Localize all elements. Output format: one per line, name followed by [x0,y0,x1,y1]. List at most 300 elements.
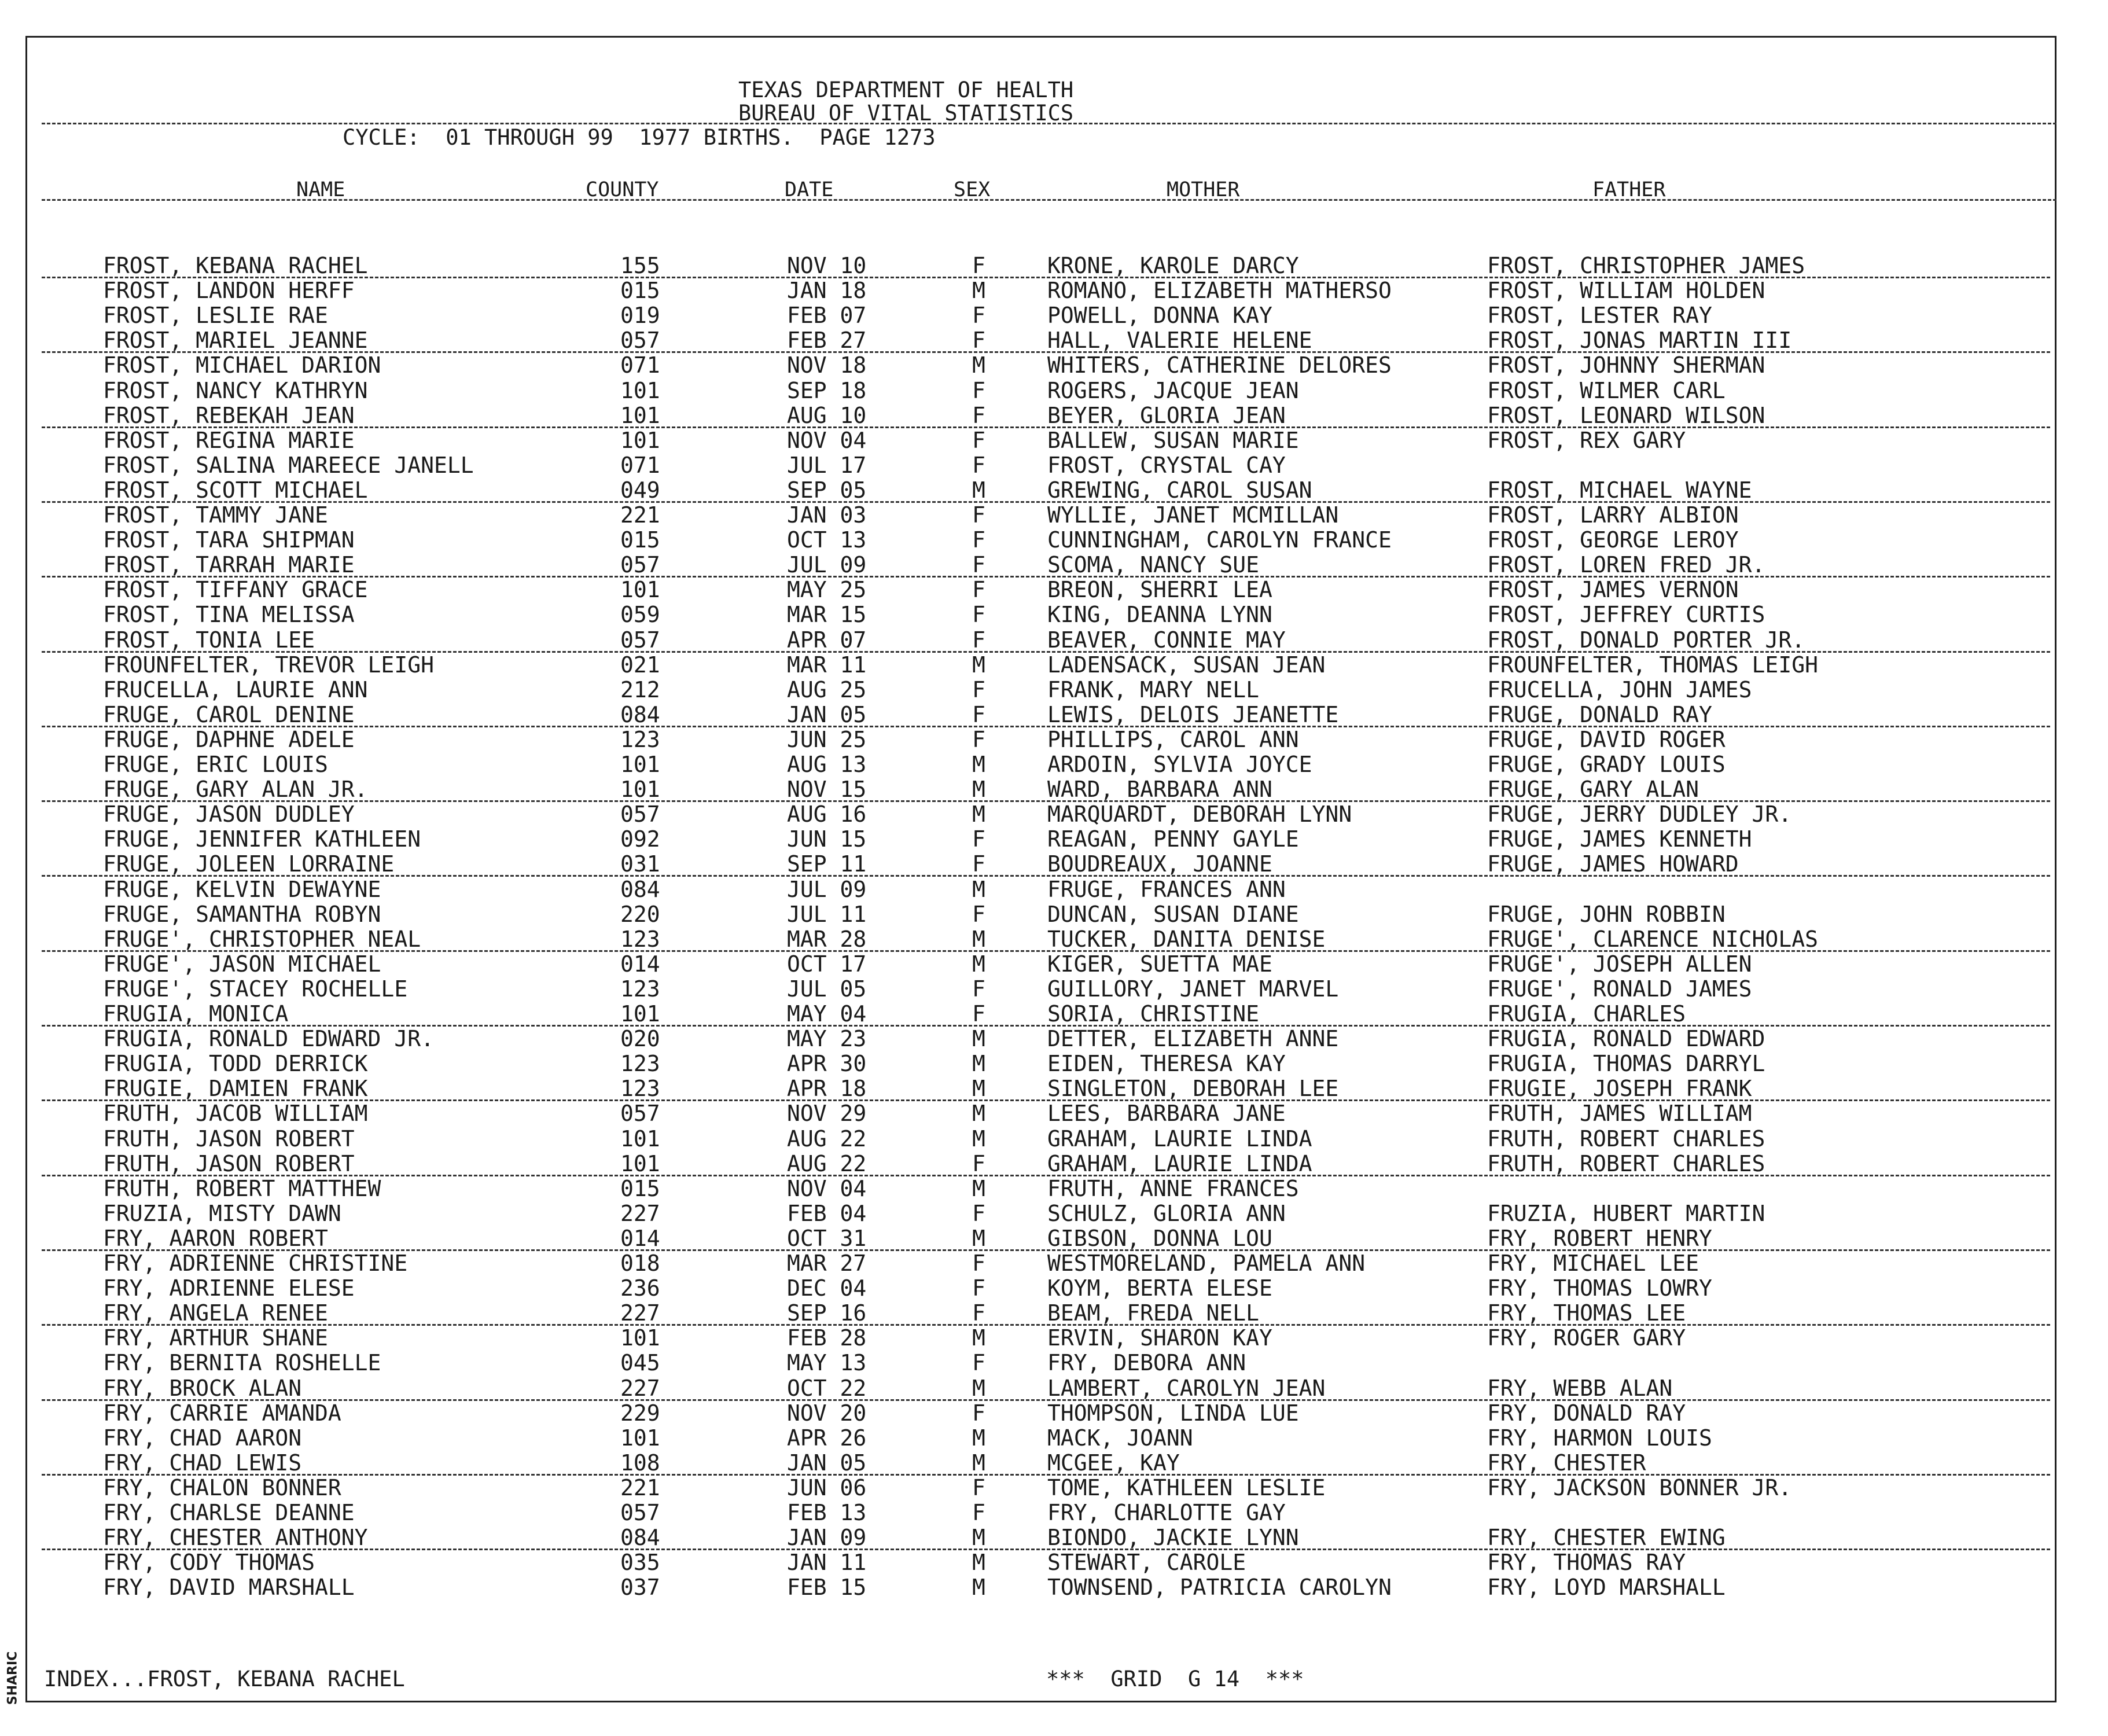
birth-date: MAR 28 [787,926,867,952]
table-row [0,1076,2108,1101]
sex: M [972,1450,985,1476]
birth-date: JAN 05 [787,1450,867,1476]
county-code: 020 [620,1026,660,1051]
father-name: FRUGE, GARY ALAN [1487,777,1699,802]
birth-date: JAN 11 [787,1550,867,1575]
sex: F [972,902,985,927]
sex: M [972,777,985,802]
father-name: FRUCELLA, JOHN JAMES [1487,677,1752,703]
table-row [0,1226,2108,1251]
table-row [0,578,2108,602]
sex: M [972,1226,985,1251]
mother-name: REAGAN, PENNY GAYLE [1047,826,1299,852]
child-name: FRY, CHALON BONNER [103,1475,341,1500]
child-name: FRUGE, JENNIFER KATHLEEN [103,826,421,852]
sex: M [972,1176,985,1201]
child-name: FRUGE, JASON DUDLEY [103,801,355,827]
father-name: FROST, LEONARD WILSON [1487,403,1765,428]
birth-date: JAN 05 [787,702,867,727]
table-row [0,1152,2108,1176]
county-code: 018 [620,1250,660,1276]
father-name: FROST, CHRISTOPHER JAMES [1487,253,1805,278]
sex: F [972,378,985,403]
father-name: FRY, LOYD MARSHALL [1487,1575,1726,1600]
birth-date: JUL 11 [787,902,867,927]
table-row [0,1176,2108,1201]
child-name: FRY, ADRIENNE ELESE [103,1275,355,1301]
child-name: FROST, SCOTT MICHAEL [103,477,368,503]
table-row [0,1326,2108,1351]
mother-name: ARDOIN, SYLVIA JOYCE [1047,752,1312,777]
birth-date: JAN 03 [787,502,867,528]
father-name: FROST, WILMER CARL [1487,378,1726,403]
sex: F [972,552,985,578]
child-name: FRY, DAVID MARSHALL [103,1575,355,1600]
table-row [0,528,2108,553]
sex: M [972,1026,985,1051]
sex: M [972,1375,985,1401]
sex: F [972,403,985,428]
father-name: FRUGE, JAMES KENNETH [1487,826,1752,852]
county-code: 057 [620,801,660,827]
table-row [0,1027,2108,1051]
birth-date: OCT 22 [787,1375,867,1401]
birth-date: MAR 27 [787,1250,867,1276]
birth-date: MAY 25 [787,577,867,602]
table-row [0,1301,2108,1326]
county-code: 057 [620,627,660,653]
child-name: FRUGE', STACEY ROCHELLE [103,976,408,1002]
table-row [0,877,2108,902]
sex: F [972,851,985,877]
child-name: FRUGE, CAROL DENINE [103,702,355,727]
birth-date: FEB 28 [787,1325,867,1351]
birth-date: MAR 11 [787,652,867,678]
grid-line: *** GRID G 14 *** [1046,1667,1304,1691]
birth-date: JUL 09 [787,552,867,578]
child-name: FROST, TARA SHIPMAN [103,527,355,553]
father-name: FRY, JACKSON BONNER JR. [1487,1475,1792,1500]
birth-date: JUL 09 [787,877,867,902]
sex: F [972,1201,985,1226]
child-name: FROST, NANCY KATHRYN [103,378,368,403]
table-row [0,378,2108,403]
sex: M [972,801,985,827]
bureau-title: BUREAU OF VITAL STATISTICS [738,101,1074,126]
father-name: FRY, HARMON LOUIS [1487,1425,1712,1451]
birth-date: SEP 11 [787,851,867,877]
child-name: FRUTH, ROBERT MATTHEW [103,1176,381,1201]
father-name: FRUGE, JERRY DUDLEY JR. [1487,801,1792,827]
sex: F [972,1275,985,1301]
birth-date: APR 30 [787,1051,867,1076]
table-row [0,1451,2108,1476]
mother-name: GIBSON, DONNA LOU [1047,1226,1272,1251]
father-name: FRY, CHESTER EWING [1487,1525,1726,1550]
county-code: 019 [620,303,660,328]
county-code: 049 [620,477,660,503]
birth-date: AUG 22 [787,1151,867,1176]
mother-name: FRY, DEBORA ANN [1047,1350,1246,1375]
sex: F [972,577,985,602]
mother-name: BIONDO, JACKIE LYNN [1047,1525,1299,1550]
mother-name: BEAVER, CONNIE MAY [1047,627,1286,653]
table-row [0,1351,2108,1375]
father-name: FRUGE', CLARENCE NICHOLAS [1487,926,1818,952]
table-row [0,977,2108,1002]
mother-name: FRANK, MARY NELL [1047,677,1260,703]
mother-name: ROGERS, JACQUE JEAN [1047,378,1299,403]
mother-name: SORIA, CHRISTINE [1047,1001,1260,1027]
child-name: FROST, MARIEL JEANNE [103,328,368,353]
child-name: FRUGE', CHRISTOPHER NEAL [103,926,421,952]
sex: F [972,428,985,453]
county-code: 101 [620,752,660,777]
father-name: FROST, MICHAEL WAYNE [1487,477,1752,503]
table-row [0,353,2108,378]
table-row [0,1500,2108,1525]
table-row [0,1550,2108,1575]
county-code: 057 [620,1101,660,1126]
birth-date: OCT 13 [787,527,867,553]
sex: F [972,303,985,328]
birth-date: NOV 29 [787,1101,867,1126]
sex: F [972,1350,985,1375]
father-name: FROST, JONAS MARTIN III [1487,328,1792,353]
column-header-father: FATHER [1592,178,1666,201]
sex: M [972,1325,985,1351]
father-name: FROST, REX GARY [1487,428,1686,453]
mother-name: BEYER, GLORIA JEAN [1047,403,1286,428]
child-name: FRUGE, GARY ALAN JR. [103,777,368,802]
mother-name: WARD, BARBARA ANN [1047,777,1272,802]
birth-date: AUG 13 [787,752,867,777]
father-name: FRUGE', RONALD JAMES [1487,976,1752,1002]
birth-date: FEB 27 [787,328,867,353]
county-code: 071 [620,352,660,378]
table-row [0,303,2108,328]
father-name: FROST, JOHNNY SHERMAN [1487,352,1765,378]
birth-date: AUG 10 [787,403,867,428]
mother-name: HALL, VALERIE HELENE [1047,328,1312,353]
column-header-name: NAME [296,178,345,201]
county-code: 084 [620,702,660,727]
table-row [0,328,2108,353]
birth-date: MAR 15 [787,602,867,627]
county-code: 220 [620,902,660,927]
father-name: FROUNFELTER, THOMAS LEIGH [1487,652,1818,678]
table-row [0,1376,2108,1401]
county-code: 101 [620,777,660,802]
father-name: FRUGE, JOHN ROBBIN [1487,902,1726,927]
table-row [0,1251,2108,1276]
birth-date: NOV 20 [787,1400,867,1426]
county-code: 037 [620,1575,660,1600]
sex: M [972,951,985,977]
child-name: FRY, ARTHUR SHANE [103,1325,328,1351]
father-name: FROST, DONALD PORTER JR. [1487,627,1805,653]
mother-name: BREON, SHERRI LEA [1047,577,1272,602]
county-code: 031 [620,851,660,877]
sex: F [972,727,985,752]
child-name: FRY, BROCK ALAN [103,1375,302,1401]
mother-name: KING, DEANNA LYNN [1047,602,1272,627]
birth-date: NOV 04 [787,428,867,453]
county-code: 045 [620,1350,660,1375]
mother-name: PHILLIPS, CAROL ANN [1047,727,1299,752]
mother-name: BALLEW, SUSAN MARIE [1047,428,1299,453]
mother-name: GREWING, CAROL SUSAN [1047,477,1312,503]
father-name: FRUGE, GRADY LOUIS [1487,752,1726,777]
mother-name: KIGER, SUETTA MAE [1047,951,1272,977]
sex: M [972,926,985,952]
county-code: 101 [620,1325,660,1351]
side-label-text: SHARIC [5,1651,20,1705]
county-code: 101 [620,1151,660,1176]
sex: M [972,1550,985,1575]
mother-name: SINGLETON, DEBORAH LEE [1047,1076,1339,1101]
sex: M [972,1425,985,1451]
sex: M [972,1051,985,1076]
child-name: FROST, TINA MELISSA [103,602,355,627]
sex: F [972,1400,985,1426]
table-row [0,902,2108,927]
sex: M [972,652,985,678]
birth-date: NOV 04 [787,1176,867,1201]
birth-date: OCT 17 [787,951,867,977]
birth-date: FEB 04 [787,1201,867,1226]
mother-name: POWELL, DONNA KAY [1047,303,1272,328]
table-row [0,628,2108,653]
mother-name: FRUTH, ANNE FRANCES [1047,1176,1299,1201]
mother-name: TUCKER, DANITA DENISE [1047,926,1326,952]
table-row [0,1525,2108,1550]
table-row [0,927,2108,952]
birth-date: FEB 15 [787,1575,867,1600]
birth-date: AUG 22 [787,1126,867,1152]
child-name: FRY, ADRIENNE CHRISTINE [103,1250,408,1276]
county-code: 101 [620,1001,660,1027]
county-code: 015 [620,278,660,303]
birth-date: MAY 13 [787,1350,867,1375]
sex: M [972,278,985,303]
mother-name: MACK, JOANN [1047,1425,1193,1451]
mother-name: TOME, KATHLEEN LESLIE [1047,1475,1326,1500]
county-code: 221 [620,1475,660,1500]
county-code: 057 [620,328,660,353]
father-name: FRY, MICHAEL LEE [1487,1250,1699,1276]
father-name: FRUTH, JAMES WILLIAM [1487,1101,1752,1126]
birth-date: JUN 06 [787,1475,867,1500]
mother-name: LEES, BARBARA JANE [1047,1101,1286,1126]
county-code: 108 [620,1450,660,1476]
county-code: 123 [620,1076,660,1101]
county-code: 015 [620,527,660,553]
county-code: 071 [620,453,660,478]
birth-date: AUG 16 [787,801,867,827]
county-code: 227 [620,1375,660,1401]
county-code: 229 [620,1400,660,1426]
table-row [0,1101,2108,1126]
county-code: 227 [620,1300,660,1326]
mother-name: WHITERS, CATHERINE DELORES [1047,352,1392,378]
mother-name: FRUGE, FRANCES ANN [1047,877,1286,902]
child-name: FRUGE, SAMANTHA ROBYN [103,902,381,927]
table-row [0,1426,2108,1451]
father-name: FRUGIA, THOMAS DARRYL [1487,1051,1765,1076]
child-name: FROST, LANDON HERFF [103,278,355,303]
child-name: FROST, REGINA MARIE [103,428,355,453]
table-row [0,777,2108,802]
child-name: FRUTH, JASON ROBERT [103,1126,355,1152]
child-name: FROST, TONIA LEE [103,627,315,653]
table-row [0,827,2108,852]
mother-name: ROMANO, ELIZABETH MATHERSO [1047,278,1392,303]
column-header-date: DATE [785,178,834,201]
father-name: FRUGE, DONALD RAY [1487,702,1712,727]
table-row [0,253,2108,278]
birth-date: NOV 10 [787,253,867,278]
county-code: 057 [620,1500,660,1525]
child-name: FRY, AARON ROBERT [103,1226,328,1251]
sex: F [972,1250,985,1276]
mother-name: MARQUARDT, DEBORAH LYNN [1047,801,1352,827]
father-name: FROST, LARRY ALBION [1487,502,1739,528]
table-row [0,453,2108,478]
county-code: 035 [620,1550,660,1575]
child-name: FRY, BERNITA ROSHELLE [103,1350,381,1375]
birth-date: APR 26 [787,1425,867,1451]
sex: F [972,1500,985,1525]
mother-name: GRAHAM, LAURIE LINDA [1047,1151,1312,1176]
child-name: FRUGIA, TODD DERRICK [103,1051,368,1076]
mother-name: MCGEE, KAY [1047,1450,1180,1476]
birth-date: SEP 18 [787,378,867,403]
agency-title: TEXAS DEPARTMENT OF HEALTH [738,78,1074,102]
father-name: FROST, JEFFREY CURTIS [1487,602,1765,627]
child-name: FROST, TARRAH MARIE [103,552,355,578]
child-name: FRY, CHARLSE DEANNE [103,1500,355,1525]
birth-date: SEP 05 [787,477,867,503]
mother-name: FROST, CRYSTAL CAY [1047,453,1286,478]
table-row [0,1575,2108,1600]
table-row [0,1002,2108,1027]
county-code: 236 [620,1275,660,1301]
sex: M [972,477,985,503]
index-line: INDEX...FROST, KEBANA RACHEL [44,1667,405,1691]
birth-date: JUL 17 [787,453,867,478]
birth-date: DEC 04 [787,1275,867,1301]
father-name: FRY, DONALD RAY [1487,1400,1686,1426]
child-name: FRY, ANGELA RENEE [103,1300,328,1326]
column-header-county: COUNTY [586,178,659,201]
father-name: FRUTH, ROBERT CHARLES [1487,1151,1765,1176]
father-name: FRUZIA, HUBERT MARTIN [1487,1201,1765,1226]
mother-name: BOUDREAUX, JOANNE [1047,851,1272,877]
father-name: FRUGE, DAVID ROGER [1487,727,1726,752]
father-name: FROST, LESTER RAY [1487,303,1712,328]
table-row [0,428,2108,453]
mother-name: SCHULZ, GLORIA ANN [1047,1201,1286,1226]
child-name: FRUZIA, MISTY DAWN [103,1201,341,1226]
child-name: FRUGE, ERIC LOUIS [103,752,328,777]
mother-name: WYLLIE, JANET MCMILLAN [1047,502,1339,528]
child-name: FROST, TIFFANY GRACE [103,577,368,602]
birth-date: FEB 07 [787,303,867,328]
child-name: FRUGIA, MONICA [103,1001,289,1027]
child-name: FRY, CODY THOMAS [103,1550,315,1575]
child-name: FROST, KEBANA RACHEL [103,253,368,278]
mother-name: DUNCAN, SUSAN DIANE [1047,902,1299,927]
county-code: 014 [620,951,660,977]
mother-name: LEWIS, DELOIS JEANETTE [1047,702,1339,727]
birth-date: APR 07 [787,627,867,653]
sex: M [972,1101,985,1126]
child-name: FRUGE', JASON MICHAEL [103,951,381,977]
sex: F [972,826,985,852]
birth-date: MAY 04 [787,1001,867,1027]
sex: M [972,877,985,902]
mother-name: FRY, CHARLOTTE GAY [1047,1500,1286,1525]
county-code: 101 [620,577,660,602]
father-name: FROST, GEORGE LEROY [1487,527,1739,553]
table-row [0,553,2108,578]
sex: M [972,752,985,777]
table-row [0,1201,2108,1226]
table-row [0,678,2108,703]
father-name: FRUGIA, CHARLES [1487,1001,1686,1027]
mother-name: LAMBERT, CAROLYN JEAN [1047,1375,1326,1401]
mother-name: SCOMA, NANCY SUE [1047,552,1260,578]
father-name: FRUTH, ROBERT CHARLES [1487,1126,1765,1152]
father-name: FRY, ROGER GARY [1487,1325,1686,1351]
sex: F [972,1151,985,1176]
birth-date: APR 18 [787,1076,867,1101]
father-name: FRY, WEBB ALAN [1487,1375,1673,1401]
mother-name: DETTER, ELIZABETH ANNE [1047,1026,1339,1051]
mother-name: KOYM, BERTA ELESE [1047,1275,1272,1301]
father-name: FRY, THOMAS LEE [1487,1300,1686,1326]
table-row [0,703,2108,727]
child-name: FRY, CARRIE AMANDA [103,1400,341,1426]
sex: F [972,677,985,703]
sex: F [972,976,985,1002]
birth-date: JAN 18 [787,278,867,303]
mother-name: WESTMORELAND, PAMELA ANN [1047,1250,1366,1276]
sex: M [972,1076,985,1101]
table-row [0,478,2108,503]
sex: F [972,1001,985,1027]
county-code: 212 [620,677,660,703]
table-row [0,727,2108,752]
mother-name: KRONE, KAROLE DARCY [1047,253,1299,278]
cycle-line: CYCLE: 01 THROUGH 99 1977 BIRTHS. PAGE 1273 [343,125,936,150]
father-name: FRUGE, JAMES HOWARD [1487,851,1739,877]
county-code: 155 [620,253,660,278]
table-row [0,952,2108,977]
county-code: 015 [620,1176,660,1201]
birth-date: AUG 25 [787,677,867,703]
child-name: FRUCELLA, LAURIE ANN [103,677,368,703]
table-row [0,1476,2108,1500]
father-name: FRY, ROBERT HENRY [1487,1226,1712,1251]
child-name: FROST, SALINA MAREECE JANELL [103,453,474,478]
mother-name: BEAM, FREDA NELL [1047,1300,1260,1326]
county-code: 123 [620,727,660,752]
birth-date: FEB 13 [787,1500,867,1525]
mother-name: CUNNINGHAM, CAROLYN FRANCE [1047,527,1392,553]
county-code: 057 [620,552,660,578]
